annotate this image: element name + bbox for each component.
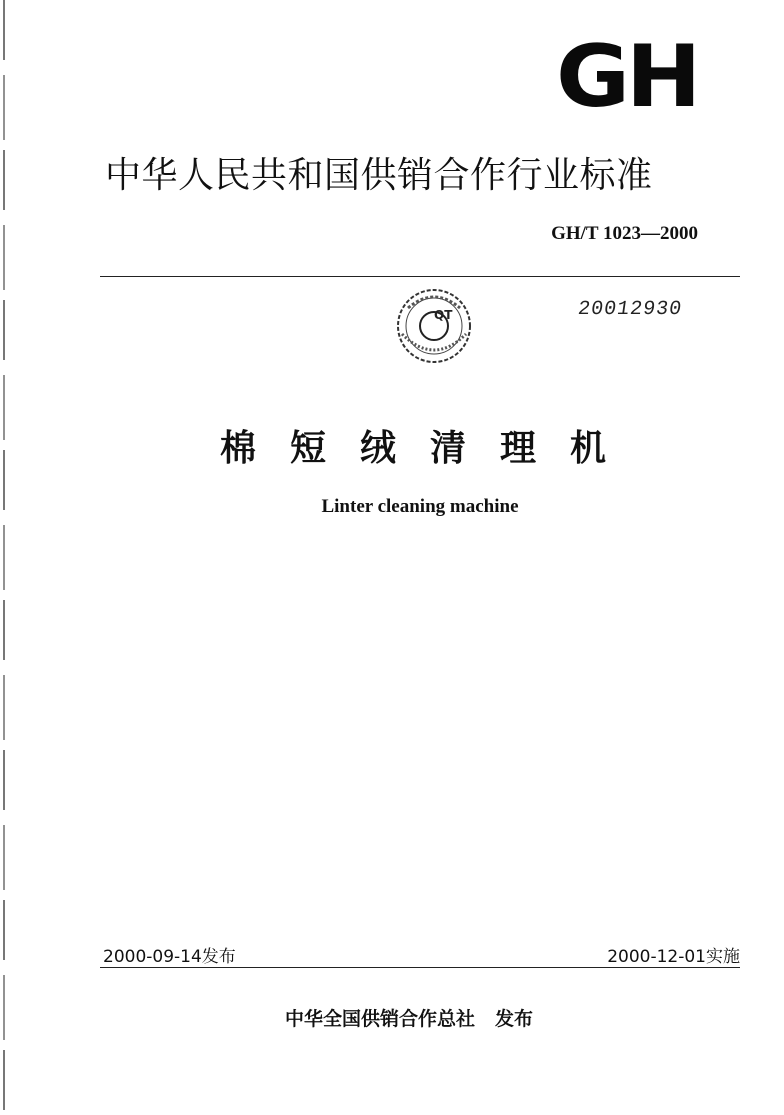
org-title: 中华人民共和国供销合作行业标准 (105, 155, 653, 196)
issue-date: 2000-09-14发布 (103, 947, 236, 967)
seal-center-text: QT (434, 308, 453, 322)
top-divider (100, 276, 740, 277)
standard-documents-seal-icon (394, 286, 484, 366)
document-title-english: Linter cleaning machine (321, 496, 519, 517)
document-title: 棉短绒清理机 (220, 428, 641, 469)
gh-logo: GH (556, 27, 698, 127)
handwritten-number: 20012930 (576, 298, 684, 321)
implementation-date: 2000-12-01实施 (607, 947, 740, 967)
scan-edge-mark (3, 0, 5, 1115)
publisher-line (285, 1004, 533, 1031)
bottom-divider (100, 967, 740, 968)
publisher-action: 发布 (495, 1008, 534, 1030)
standard-number: GH/T 1023—2000 (551, 223, 698, 244)
publisher-name: 中华全国供销合作总社 (285, 1008, 476, 1030)
